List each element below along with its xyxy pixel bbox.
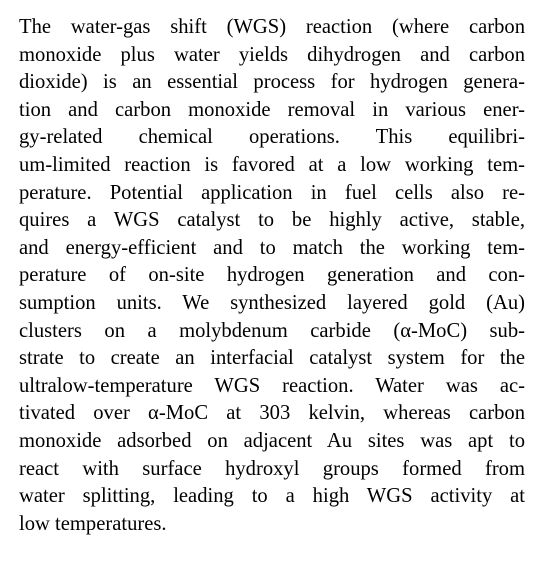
text-line-15: tivated over α-MoC at 303 kelvin, whereas carbon (19, 402, 525, 425)
text-line-7: perature. Potential application in fuel cells also re- (19, 181, 525, 204)
text-line-19: low temperatures. (19, 512, 167, 535)
text-line-13: strate to create an interfacial catalyst system for the (19, 347, 525, 370)
text-line-12: clusters on a molybdenum carbide (α-MoC) sub- (19, 319, 525, 342)
text-line-11: sumption units. We synthesized layered gold (Au) (19, 291, 525, 314)
text-line-18: water splitting, leading to a high WGS activity at (19, 485, 525, 508)
text-line-14: ultralow-temperature WGS reaction. Water was ac- (19, 374, 525, 397)
text-line-16: monoxide adsorbed on adjacent Au sites was apt to (19, 429, 525, 452)
abstract-paragraph (19, 14, 525, 538)
text-line-3: dioxide) is an essential process for hydrogen genera- (19, 71, 525, 94)
text-line-6: um-limited reaction is favored at a low working tem- (19, 153, 525, 176)
text-line-17: react with surface hydroxyl groups formed from (19, 457, 525, 480)
text-line-5: gy-related chemical operations. This equilibri- (19, 126, 525, 149)
text-line-1: The water-gas shift (WGS) reaction (where carbon (19, 16, 525, 38)
text-line-4: tion and carbon monoxide removal in various ener- (19, 98, 525, 121)
text-line-9: and energy-efficient and to match the working tem- (19, 236, 525, 259)
text-line-2: monoxide plus water yields dihydrogen and carbon (19, 43, 525, 66)
text-line-8: quires a WGS catalyst to be highly active, stable, (19, 209, 525, 232)
text-line-10: perature of on-site hydrogen generation and con- (19, 264, 525, 287)
